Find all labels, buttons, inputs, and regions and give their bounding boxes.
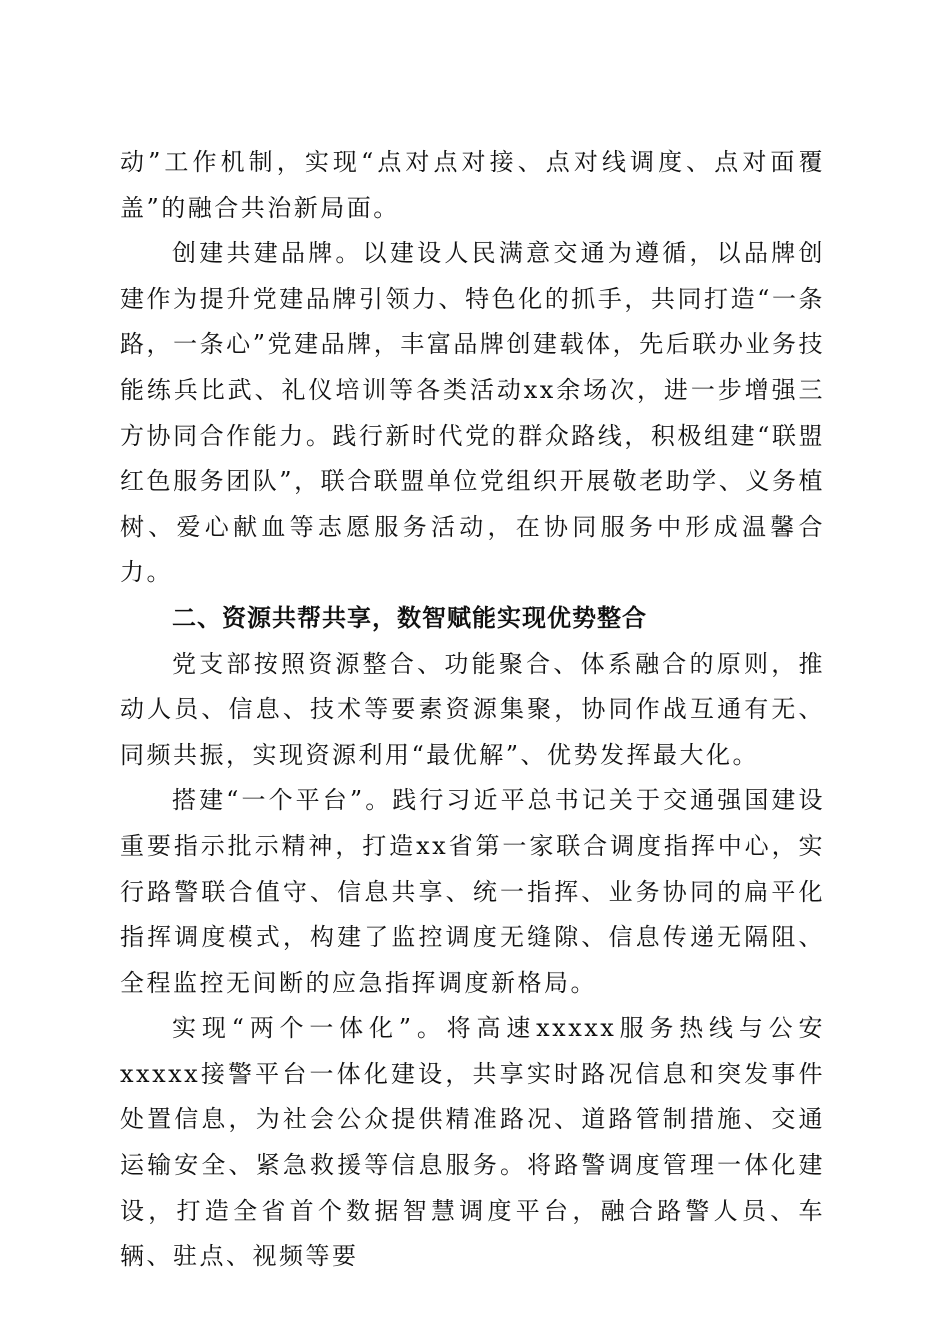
paragraph-resource-integration: 党支部按照资源整合、功能聚合、体系融合的原则，推动人员、信息、技术等要素资源集聚，协同作战互通有无、同频共振，实现资源利用“最优解”、优势发挥最大化。 (120, 649, 825, 769)
paragraph-brand-building: 创建共建品牌。以建设人民满意交通为遵循，以品牌创建作为提升党建品牌引领力、特色化的抓手，共同打造“一条路，一条心”党建品牌，丰富品牌创建载体，先后联办业务技能练兵比武、礼仪培训等各类活动xx余场次，进一步增强三方协同合作能力。践行新时代党的群众路线，积极组建“联盟红色服务团队”，联合联盟单位党组织开展敬老助学、义务植树、爱心献血等志愿服务活动，在协同服务中形成温馨合力。 (120, 239, 825, 587)
paragraph-two-integrations: 实现“两个一体化”。将高速xxxxx服务热线与公安xxxxx接警平台一体化建设，共享实时路况信息和突发事件处置信息，为社会公众提供精准路况、道路管制措施、交通运输安全、紧急救援等信息服务。将路警调度管理一体化建设，打造全省首个数据智慧调度平台，融合路警人员、车辆、驻点、视频等要 (120, 1014, 825, 1271)
paragraph-one-platform: 搭建“一个平台”。践行习近平总书记关于交通强国建设重要指示批示精神，打造xx省第一家联合调度指挥中心，实行路警联合值守、信息共享、统一指挥、业务协同的扁平化指挥调度模式，构建了监控调度无缝隙、信息传递无隔阻、全程监控无间断的应急指挥调度新格局。 (120, 786, 825, 997)
section-heading-2: 二、资源共帮共享，数智赋能实现优势整合 (172, 603, 647, 632)
paragraph-continuation: 动”工作机制，实现“点对点对接、点对线调度、点对面覆盖”的融合共治新局面。 (120, 148, 825, 222)
document-body (120, 140, 825, 1280)
